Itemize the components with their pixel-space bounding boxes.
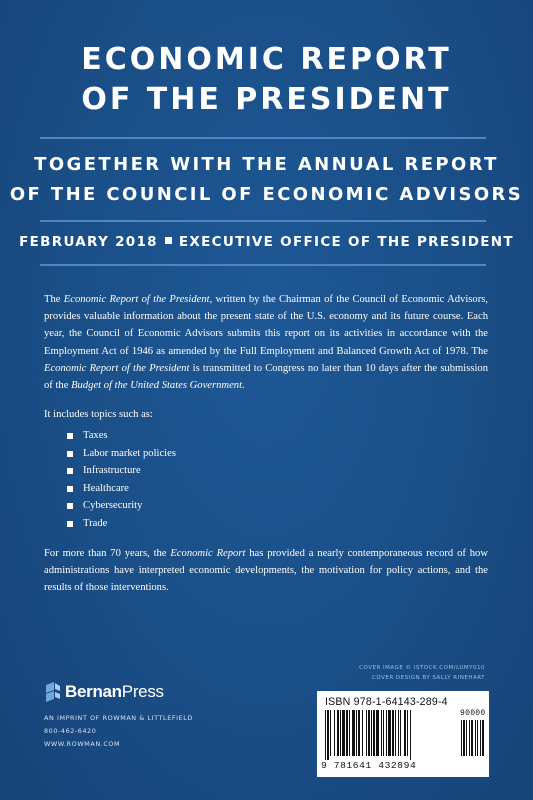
text-run: is transmitted to Congress no later than 10 days after the submission of the <box>44 362 488 392</box>
publication-date: FEBRUARY 2018 <box>19 234 158 250</box>
square-bullet-icon <box>67 433 73 439</box>
text-run: has provided a nearly contemporaneous record of how administrations have interpreted economic developments, the motivation for policy actions, and the results of those interventions. <box>44 548 488 594</box>
list-item <box>67 445 176 463</box>
topic-label: Trade <box>83 517 108 529</box>
barcode-digits: 9 781641 432894 <box>321 760 417 771</box>
divider-rule <box>40 137 486 139</box>
publisher-logo <box>44 681 164 703</box>
divider-rule <box>40 220 486 222</box>
barcode-icon <box>325 710 485 760</box>
book-title <box>0 40 533 120</box>
book-subtitle <box>0 150 533 210</box>
square-bullet-icon <box>67 503 73 509</box>
italic-title: Economic Report of the President, <box>63 294 213 305</box>
bernan-logo-icon <box>44 681 62 703</box>
subtitle-line-2: OF THE COUNCIL OF ECONOMIC ADVISORS <box>9 184 524 205</box>
logo-bold-text: Bernan <box>65 682 122 701</box>
list-item <box>67 515 176 533</box>
topic-label: Taxes <box>83 430 108 441</box>
square-bullet-icon <box>67 521 73 527</box>
topic-label: Healthcare <box>83 482 129 494</box>
publishing-office: EXECUTIVE OFFICE OF THE PRESIDENT <box>178 234 514 250</box>
square-bullet-icon <box>67 451 73 457</box>
imprint-line: AN IMPRINT OF ROWMAN & LITTLEFIELD <box>44 714 193 722</box>
isbn-text: ISBN 978-1-64143-289-4 <box>325 696 448 708</box>
text-run: The <box>44 294 64 305</box>
list-item <box>67 427 176 445</box>
website: WWW.ROWMAN.COM <box>44 740 121 748</box>
logo-light-text: Press <box>121 682 164 701</box>
square-bullet-icon <box>67 468 73 474</box>
topic-label: Cybersecurity <box>83 500 143 511</box>
italic-title: Economic Report <box>170 548 246 559</box>
price-addon: 90000 <box>460 709 486 718</box>
italic-title: Economic Report of the President <box>44 362 190 374</box>
topics-lead: It includes topics such as: <box>44 409 153 420</box>
list-item <box>67 497 176 515</box>
text-run: written by the Chairman of the Council of Economic Advisors, provides valuable information about the present state of the U.S. economy and its future course. Each year, the Council of Economic Advisors submits this report on its activities in accordance with the Employment Act of 1946 as amended by the Full Employment and Balanced Growth Act of 1978. The <box>44 294 488 357</box>
image-credit: COVER IMAGE © ISTOCK.COM/LUMY010 <box>359 665 485 671</box>
title-line-2: OF THE PRESIDENT <box>81 82 452 117</box>
text-run: . <box>242 380 245 392</box>
description-paragraph <box>44 291 488 394</box>
text-run: For more than 70 years, the <box>44 548 171 559</box>
topic-label: Infrastructure <box>83 465 141 476</box>
design-credit: COVER DESIGN BY SALLY RINEHART <box>372 675 485 681</box>
publisher-contact <box>44 712 193 751</box>
title-line-1: ECONOMIC REPORT <box>81 42 452 77</box>
dateline <box>0 234 533 250</box>
closing-paragraph <box>44 545 488 597</box>
phone-number: 800-462-6420 <box>44 727 97 735</box>
square-bullet-icon <box>67 486 73 492</box>
topic-label: Labor market policies <box>83 447 176 459</box>
cover-credits <box>359 663 485 683</box>
topics-list <box>67 427 176 532</box>
isbn-barcode <box>317 691 489 777</box>
square-bullet-icon <box>165 237 172 244</box>
italic-title: Budget of the United States Government <box>71 380 243 392</box>
list-item <box>67 480 176 498</box>
subtitle-line-1: TOGETHER WITH THE ANNUAL REPORT <box>34 154 499 175</box>
divider-rule <box>40 264 486 266</box>
list-item <box>67 462 176 480</box>
